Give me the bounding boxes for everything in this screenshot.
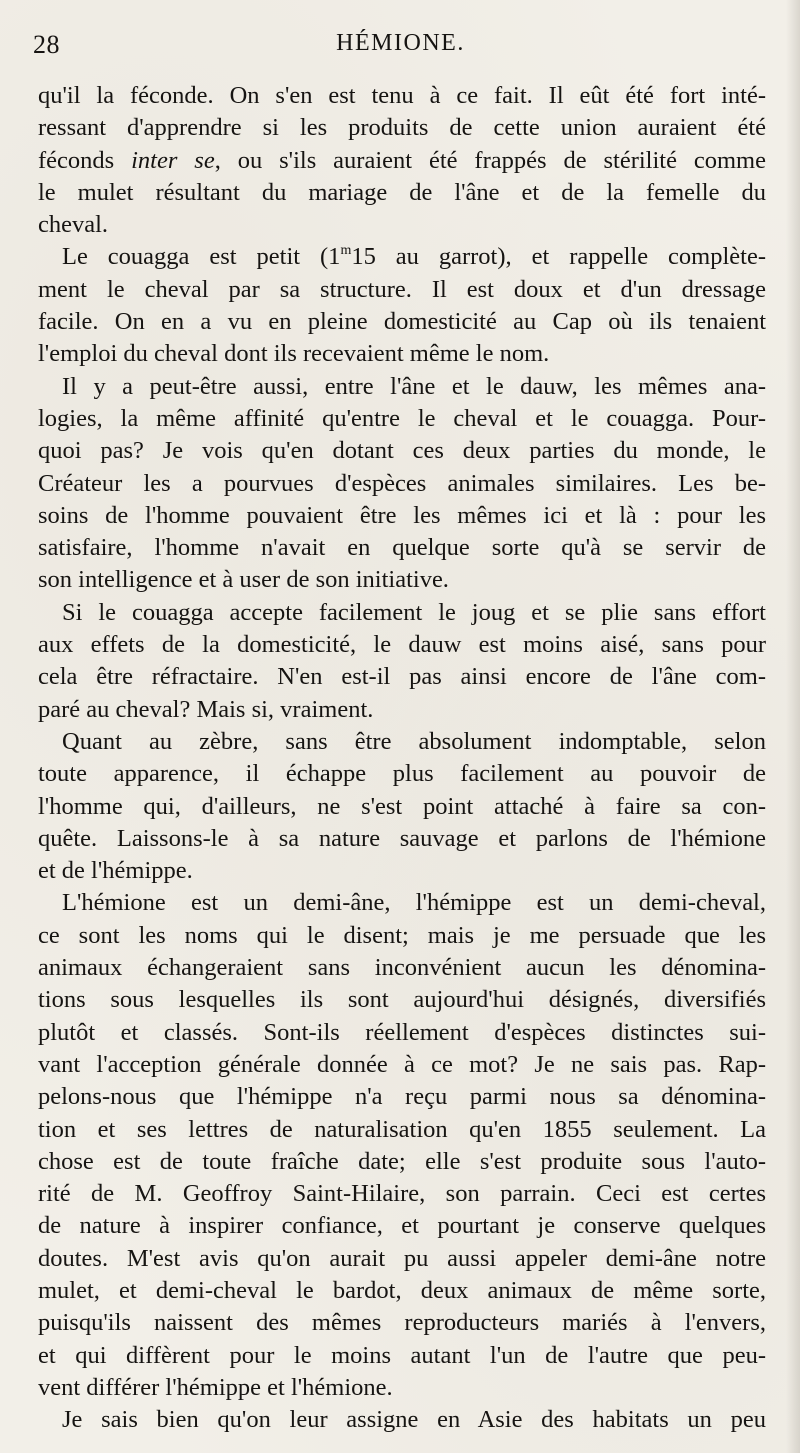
text-line: chose est de toute fraîche date; elle s'est produite sous l'auto- — [38, 1147, 766, 1175]
text-line: et de l'hémippe. — [38, 857, 193, 885]
page-number: 28 — [33, 30, 60, 59]
text-fragment: Le couagga est petit (1 — [62, 243, 341, 271]
text-fragment: , ou s'ils auraient été frappés de stérilité comme — [214, 146, 766, 174]
text-line: l'homme qui, d'ailleurs, ne s'est point attaché à faire sa con- — [38, 792, 766, 820]
text-line: Quant au zèbre, sans être absolument indomptable, selon — [62, 727, 766, 755]
text-line: l'emploi du cheval dont ils recevaient même le nom. — [38, 340, 550, 368]
text-line: Je sais bien qu'on leur assigne en Asie des habitats un peu — [62, 1406, 766, 1434]
page-edge-shadow — [786, 0, 800, 1453]
text-line: puisqu'ils naissent des mêmes reproducteurs mariés à l'envers, — [38, 1309, 766, 1337]
text-line: animaux échangeraient sans inconvénient aucun les dénomina- — [38, 954, 766, 982]
text-line: pelons-nous que l'hémippe n'a reçu parmi nous sa dénomina- — [38, 1083, 766, 1111]
text-line: mulet, et demi-cheval le bardot, deux animaux de même sorte, — [38, 1276, 766, 1304]
italic-phrase: inter se — [131, 146, 215, 174]
text-line: Il y a peut-être aussi, entre l'âne et le dauw, les mêmes ana- — [62, 372, 766, 400]
text-line: tions sous lesquelles ils sont aujourd'hui désignés, diversifiés — [38, 986, 766, 1014]
superscript-unit: m — [340, 243, 352, 259]
running-head — [33, 30, 768, 66]
text-line: ment le cheval par sa structure. Il est doux et d'un dressage — [38, 275, 766, 303]
text-line: son intelligence et à user de son initiative. — [38, 566, 449, 594]
text-line: Si le couagga accepte facilement le joug et se plie sans effort — [62, 598, 766, 626]
text-line: le mulet résultant du mariage de l'âne et de la femelle du — [38, 178, 766, 206]
text-line: Créateur les a pourvues d'espèces animales similaires. Les be- — [38, 469, 766, 497]
text-line: aux effets de la domesticité, le dauw est moins aisé, sans pour — [38, 631, 766, 659]
text-line: rité de M. Geoffroy Saint-Hilaire, son parrain. Ceci est certes — [38, 1180, 766, 1208]
text-line: soins de l'homme pouvaient être les mêmes ici et là : pour les — [38, 501, 766, 529]
text-line: de nature à inspirer confiance, et pourtant je conserve quelques — [38, 1212, 766, 1240]
text-line: quoi pas? Je vois qu'en dotant ces deux parties du monde, le — [38, 437, 766, 465]
text-line — [38, 241, 766, 273]
text-fragment: féconds — [38, 146, 132, 174]
text-line: paré au cheval? Mais si, vraiment. — [38, 695, 374, 723]
text-line: tion et ses lettres de naturalisation qu'en 1855 seulement. La — [38, 1115, 766, 1143]
running-title: HÉMIONE. — [336, 30, 465, 56]
text-line: facile. On en a vu en pleine domesticité au Cap où ils tenaient — [38, 308, 766, 336]
text-line: qu'il la féconde. On s'en est tenu à ce fait. Il eût été fort inté- — [38, 82, 766, 109]
text-line: vant l'acception générale donnée à ce mot? Je ne sais pas. Rap- — [38, 1050, 766, 1078]
text-line: et qui diffèrent pour le moins autant l'un de l'autre que peu- — [38, 1341, 766, 1369]
text-line — [38, 145, 766, 177]
body-text — [38, 80, 766, 1436]
text-line: L'hémione est un demi-âne, l'hémippe est un demi-cheval, — [62, 889, 766, 917]
text-line: doutes. M'est avis qu'on aurait pu aussi appeler demi-âne notre — [38, 1244, 766, 1272]
text-line: ce sont les noms qui le disent; mais je me persuade que les — [38, 921, 766, 949]
text-line: plutôt et classés. Sont-ils réellement d'espèces distinctes sui- — [38, 1018, 766, 1046]
text-line: cheval. — [38, 211, 109, 239]
text-line: ressant d'apprendre si les produits de cette union auraient été — [38, 114, 766, 142]
text-line: satisfaire, l'homme n'avait en quelque sorte qu'à se servir de — [38, 534, 766, 562]
text-line: cela être réfractaire. N'en est-il pas ainsi encore de l'âne com- — [38, 663, 766, 691]
text-fragment: 15 au garrot), et rappelle complète- — [351, 243, 766, 271]
text-line: toute apparence, il échappe plus facilement au pouvoir de — [38, 760, 766, 788]
text-line: logies, la même affinité qu'entre le cheval et le couagga. Pour- — [38, 404, 766, 432]
text-line: vent différer l'hémippe et l'hémione. — [38, 1373, 393, 1401]
text-line: quête. Laissons-le à sa nature sauvage et parlons de l'hémione — [38, 824, 766, 852]
